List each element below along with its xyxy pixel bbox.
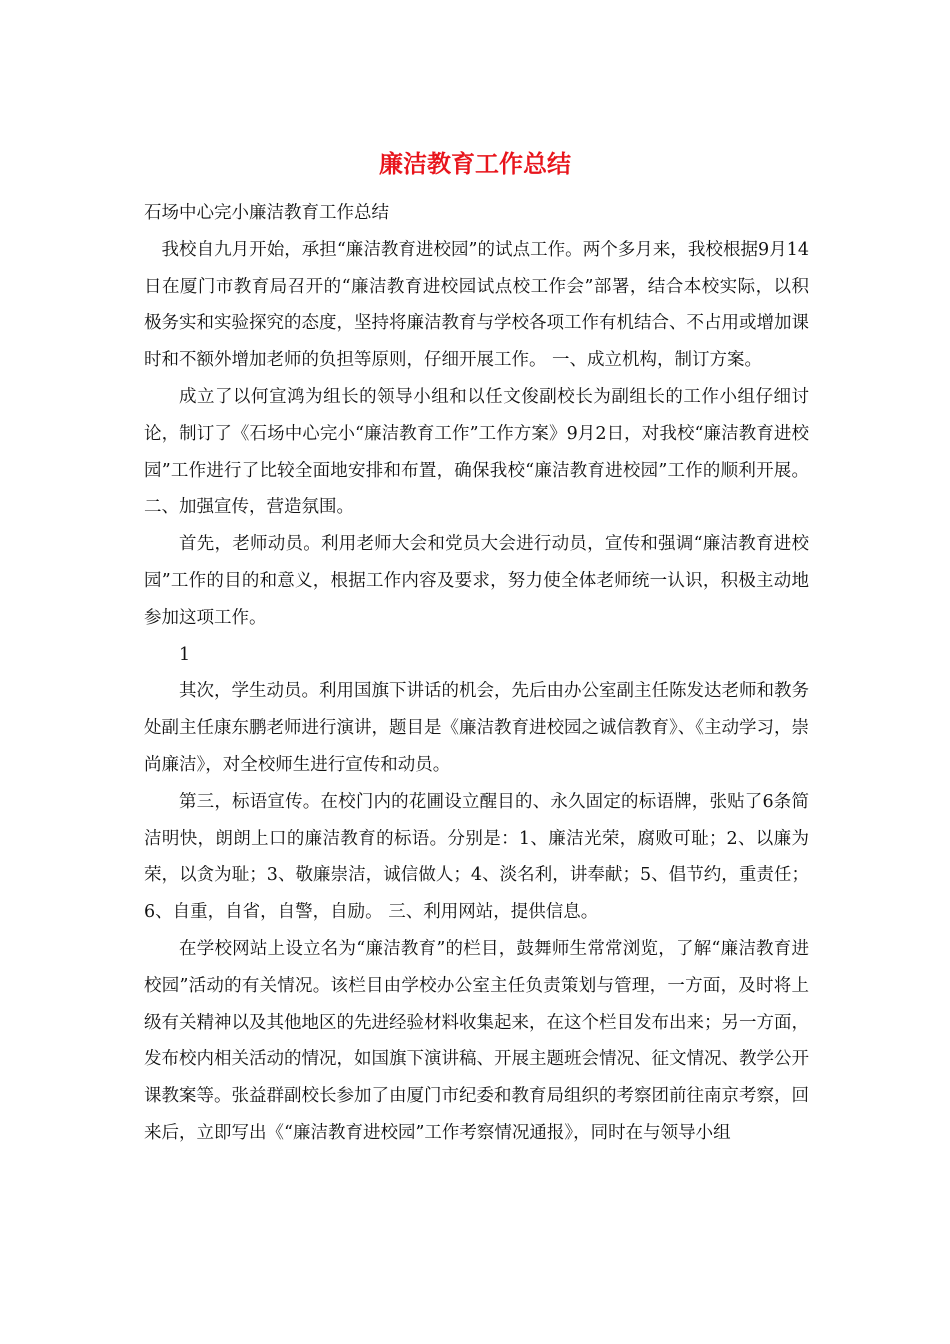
document-body bbox=[144, 195, 809, 1152]
paragraph-4: 其次，学生动员。利用国旗下讲话的机会，先后由办公室副主任陈发达老师和教务处副主任康东鹏老师进行演讲，题目是《廉洁教育进校园之诚信教育》、《主动学习，崇尚廉洁》，对全校师生进行宣传和动员。 bbox=[144, 681, 809, 775]
document-subtitle: 石场中心完小廉洁教育工作总结 bbox=[144, 203, 389, 223]
paragraph-6: 在学校网站上设立名为“廉洁教育”的栏目，鼓舞师生常常浏览，了解“廉洁教育进校园”活动的有关情况。该栏目由学校办公室主任负责策划与管理，一方面，及时将上级有关精神以及其他地区的先进经验材料收集起来，在这个栏目发布出来；另一方面，发布校内相关活动的情况，如国旗下演讲稿、开展主题班会情况、征文情况、教学公开课教案等。张益群副校长参加了由厦门市纪委和教育局组织的考察团前往南京考察，回来后，立即写出《“廉洁教育进校园”工作考察情况通报》，同时在与领导小组 bbox=[144, 938, 809, 1143]
paragraph-2: 成立了以何宣鸿为组长的领导小组和以任文俊副校长为副组长的工作小组仔细讨论，制订了《石场中心完小“廉洁教育工作”工作方案》9月2日，对我校“廉洁教育进校园”工作进行了比较全面地安排和布置，确保我校“廉洁教育进校园”工作的顺利开展。 二、加强宣传，营造氛围。 bbox=[144, 386, 809, 518]
document-title: 廉洁教育工作总结 bbox=[379, 149, 571, 178]
page-number: 1 bbox=[179, 644, 191, 665]
paragraph-3: 首先，老师动员。利用老师大会和党员大会进行动员，宣传和强调“廉洁教育进校园”工作的目的和意义，根据工作内容及要求，努力使全体老师统一认识，积极主动地参加这项工作。 bbox=[144, 534, 809, 628]
paragraph-1: 我校自九月开始，承担“廉洁教育进校园”的试点工作。两个多月来，我校根据9月14日在厦门市教育局召开的“廉洁教育进校园试点校工作会”部署，结合本校实际，以积极务实和实验探究的态度，坚持将廉洁教育与学校各项工作有机结合、不占用或增加课时和不额外增加老师的负担等原则，仔细开展工作。 一、成立机构，制订方案。 bbox=[144, 239, 809, 371]
paragraph-5: 第三，标语宣传。在校门内的花圃设立醒目的、永久固定的标语牌，张贴了6条简洁明快，朗朗上口的廉洁教育的标语。分别是：1、廉洁光荣，腐败可耻；2、以廉为荣，以贪为耻；3、敬廉崇洁，诚信做人；4、淡名利，讲奉献；5、倡节约，重责任；6、自重，自省，自警，自励。 三、利用网站，提供信息。 bbox=[144, 791, 809, 923]
